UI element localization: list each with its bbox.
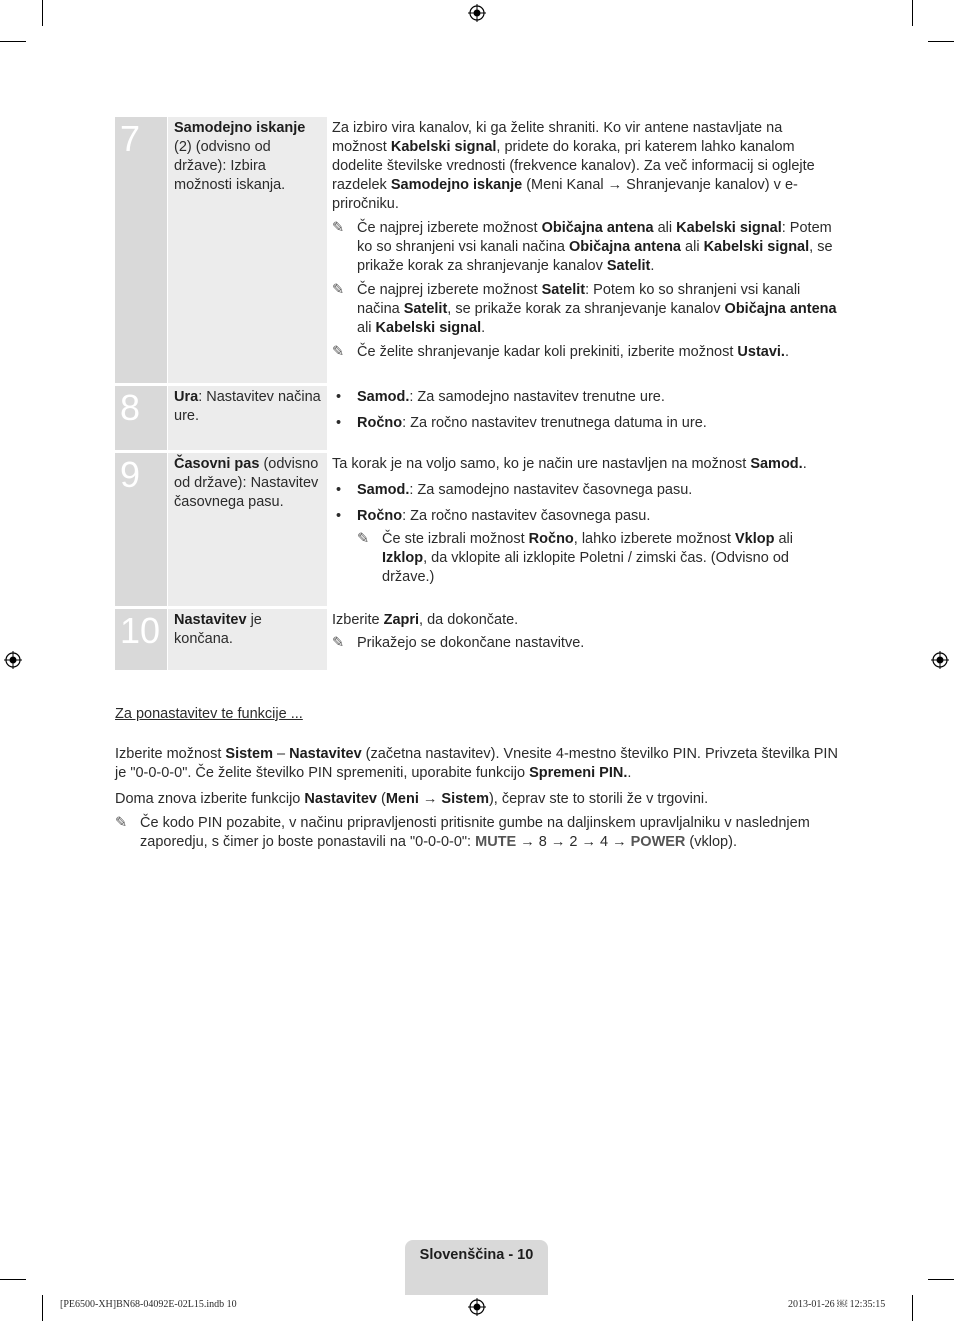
- crop-mark: [928, 41, 954, 42]
- list-item: • Ročno: Za ročno nastavitev trenutnega datuma in ure.: [332, 414, 840, 433]
- note-text: Če najprej izberete možnost Satelit: Potem ko so shranjeni vsi kanali načina Satelit, se prikaže korak za shranjevanje kanalov Običajna antena ali Kabelski signal.: [357, 282, 837, 336]
- registration-mark-icon: [4, 651, 22, 669]
- step-label: Samodejno iskanje (2) (odvisno od države): Izbira možnosti iskanja.: [168, 117, 327, 383]
- note: [332, 634, 840, 653]
- note: [332, 530, 840, 587]
- crop-mark: [928, 1279, 954, 1280]
- note-text: Če želite shranjevanje kadar koli prekiniti, izberite možnost Ustavi..: [357, 344, 789, 360]
- note: [332, 343, 840, 362]
- pencil-note-icon: ✎: [357, 531, 370, 547]
- imprint-right: 2013-01-26 ￼ 12:35:15: [788, 1299, 886, 1310]
- imprint-left: [PE6500-XH]BN68-04092E-02L15.indb 10: [60, 1299, 237, 1310]
- paragraph: Doma znova izberite funkcijo Nastavitev (Meni → Sistem), čeprav ste to storili že v trgovini.: [115, 791, 709, 807]
- step-row: [115, 453, 840, 606]
- note-text: Če najprej izberete možnost Običajna antena ali Kabelski signal: Potem ko so shranjeni vsi kanali načina Običajna antena ali Kabelski signal, se prikaže korak za shranjevanje kanalov Satelit.: [357, 220, 833, 274]
- bullet-icon: •: [336, 389, 342, 405]
- pencil-note-icon: ✎: [332, 635, 345, 651]
- step-intro: Ta korak je na voljo samo, ko je način ure nastavljen na možnost Samod..: [332, 456, 807, 472]
- list-item: • Samod.: Za samodejno nastavitev časovnega pasu.: [332, 481, 840, 500]
- step-intro: Izberite Zapri, da dokončate.: [332, 612, 519, 628]
- pencil-note-icon: ✎: [332, 344, 345, 360]
- list-item: • Ročno: Za ročno nastavitev časovnega pasu.: [332, 507, 840, 526]
- step-row: [115, 386, 840, 450]
- bullet-icon: •: [336, 508, 342, 524]
- note: [115, 814, 840, 852]
- step-row: [115, 117, 840, 383]
- note-text: Prikažejo se dokončane nastavitve.: [357, 635, 585, 651]
- pencil-note-icon: ✎: [332, 282, 345, 298]
- crop-mark: [0, 41, 26, 42]
- section-title: Za ponastavitev te funkcije ...: [115, 706, 303, 722]
- step-number: 10: [115, 609, 167, 670]
- crop-mark: [912, 0, 913, 26]
- step-description: [327, 609, 840, 670]
- crop-mark: [0, 1279, 26, 1280]
- crop-mark: [42, 1295, 43, 1321]
- registration-mark-icon: [468, 1298, 486, 1316]
- page-number-tab: Slovenščina - 10: [405, 1240, 548, 1295]
- step-description: [327, 117, 840, 383]
- crop-mark: [42, 0, 43, 26]
- steps-table: [115, 117, 840, 673]
- step-row: [115, 609, 840, 670]
- step-description: [327, 453, 840, 606]
- step-label: Časovni pas (odvisno od države): Nastavitev časovnega pasu.: [168, 453, 327, 606]
- registration-mark-icon: [931, 651, 949, 669]
- step-label: Nastavitev je končana.: [168, 609, 327, 670]
- step-number: 7: [115, 117, 167, 383]
- note-text: Če kodo PIN pozabite, v načinu pripravljenosti pritisnite gumbe na daljinskem upravljalniku v naslednjem zaporedju, s čimer jo boste ponastavili na "0-0-0-0": MUTE → 8 → 2 → 4 → POWER (vklop).: [140, 815, 810, 850]
- note: [332, 219, 840, 276]
- step-number: 9: [115, 453, 167, 606]
- bullet-icon: •: [336, 482, 342, 498]
- pencil-note-icon: ✎: [115, 815, 128, 831]
- reset-section: [115, 705, 840, 852]
- note: [332, 281, 840, 338]
- step-description: [327, 386, 840, 450]
- registration-mark-icon: [468, 4, 486, 22]
- crop-mark: [912, 1295, 913, 1321]
- paragraph: Izberite možnost Sistem – Nastavitev (začetna nastavitev). Vnesite 4-mestno številko PIN. Privzeta številka PIN je "0-0-0-0". Če želite številko PIN spremeniti, uporabite funkcijo Spremeni PIN..: [115, 746, 838, 781]
- list-item: • Samod.: Za samodejno nastavitev trenutne ure.: [332, 388, 840, 407]
- pencil-note-icon: ✎: [332, 220, 345, 236]
- bullet-icon: •: [336, 415, 342, 431]
- note-text: Če ste izbrali možnost Ročno, lahko izberete možnost Vklop ali Izklop, da vklopite ali izklopite Poletni / zimski čas. (Odvisno od države.): [382, 531, 794, 585]
- step-number: 8: [115, 386, 167, 450]
- step-intro: Za izbiro vira kanalov, ki ga želite shraniti. Ko vir antene nastavljate na možnost Kabelski signal, pridete do koraka, pri katerem lahko kanalom dodelite številske vrednosti (frekvence kanalov). Za več informacij si oglejte razdelek Samodejno iskanje (Meni Kanal → Shranjevanje kanalov) v e-priročniku.: [332, 120, 815, 212]
- step-label: Ura: Nastavitev načina ure.: [168, 386, 327, 450]
